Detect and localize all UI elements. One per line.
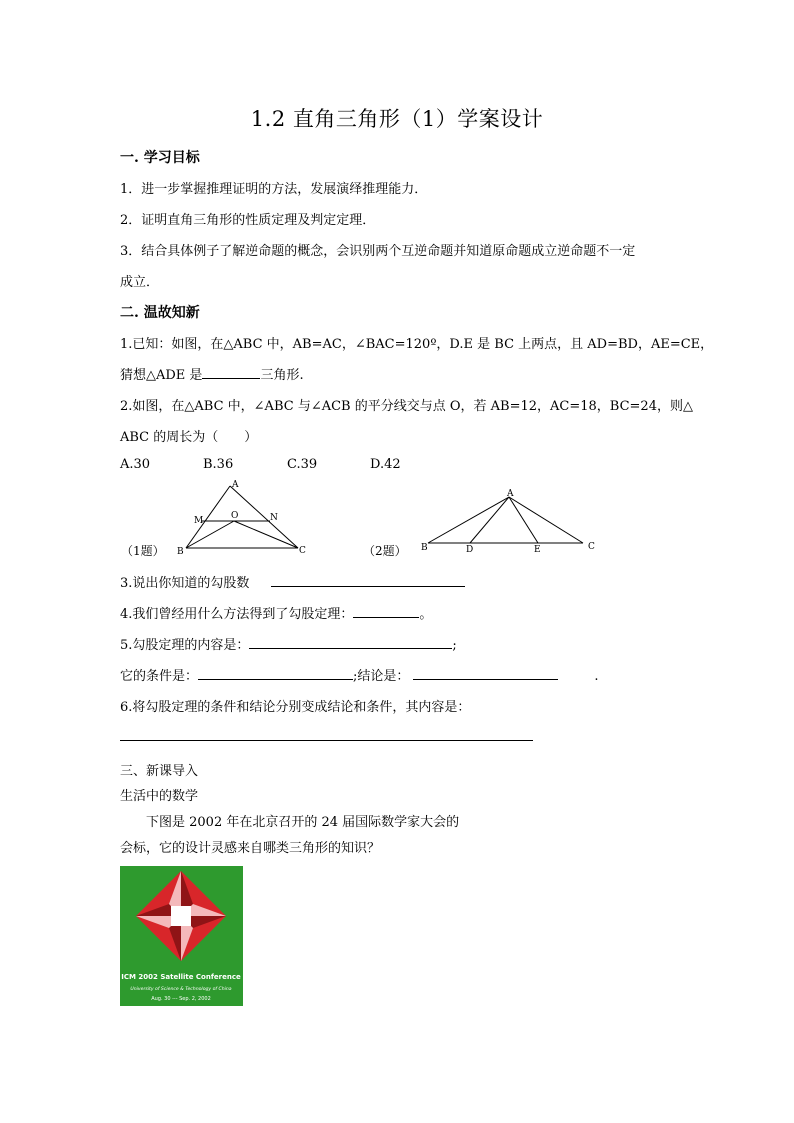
answer-blank[interactable] xyxy=(249,636,452,649)
icm-2002-logo xyxy=(120,866,243,1006)
question-5 xyxy=(120,634,457,653)
figure-2-caption: （2题） xyxy=(363,544,407,558)
option-a: A.30 xyxy=(120,457,151,472)
question-5-text-end: ; xyxy=(452,638,457,653)
fig1-label-m: M xyxy=(194,516,204,526)
question-3 xyxy=(120,572,465,591)
page-title: 1.2 直角三角形（1）学案设计 xyxy=(250,107,544,131)
objective-item: 3．结合具体例子了解逆命题的概念，会识别两个互逆命题并知道原命题成立逆命题不一定 xyxy=(120,244,636,259)
question-3-text: 3.说出你知道的勾股数 xyxy=(120,576,250,591)
logo-center-square xyxy=(171,906,191,926)
question-6: 6.将勾股定理的条件和结论分别变成结论和条件，其内容是： xyxy=(120,700,471,715)
segment-ab xyxy=(186,486,230,548)
paragraph-line: 会标，它的设计灵感来自哪类三角形的知识？ xyxy=(120,841,381,856)
logo-text-line3: Aug. 30 --- Sep. 2, 2002 xyxy=(151,996,211,1002)
question-4-text-end: 。 xyxy=(419,607,433,622)
option-c: C.39 xyxy=(287,457,318,472)
answer-blank[interactable] xyxy=(353,605,419,618)
objective-item: 成立． xyxy=(120,275,160,290)
section-heading-objectives: 一. 学习目标 xyxy=(120,150,200,166)
question-5-text: 5.勾股定理的内容是： xyxy=(120,638,250,653)
paragraph-line: 下图是 2002 年在北京召开的 24 届国际数学家大会的 xyxy=(146,815,460,830)
fig1-label-o: O xyxy=(231,511,239,521)
period: . xyxy=(594,669,599,684)
section-heading-review: 二. 温故知新 xyxy=(120,305,200,321)
question-5-condition xyxy=(120,665,599,684)
segment-co xyxy=(234,521,298,548)
figure-1-diagram xyxy=(110,476,320,566)
logo-text-line1: ICM 2002 Satellite Conference xyxy=(121,973,241,981)
condition-blank[interactable] xyxy=(198,667,353,680)
objective-item: 1．进一步掌握推理证明的方法，发展演绎推理能力． xyxy=(120,182,428,197)
section-heading-new-lesson: 三、新课导入 xyxy=(120,764,199,779)
segment-ae xyxy=(509,497,538,543)
figure-1-caption: （1题） xyxy=(121,544,165,558)
segment-ac xyxy=(230,486,298,548)
condition-label: 它的条件是： xyxy=(120,669,199,684)
segment-ab xyxy=(428,497,509,543)
conclusion-blank[interactable] xyxy=(413,667,558,680)
answer-line[interactable] xyxy=(120,740,533,741)
fig1-label-a: A xyxy=(232,480,239,490)
question-2-line2: ABC 的周长为（ ） xyxy=(120,430,258,445)
fig2-label-c: C xyxy=(588,542,595,552)
question-1-text-end: 三角形. xyxy=(260,368,304,383)
fig1-label-b: B xyxy=(177,547,184,557)
logo-text-line2: University of Science & Technology of China xyxy=(130,987,232,992)
fig2-label-d: D xyxy=(466,545,474,555)
fig2-label-b: B xyxy=(421,543,428,553)
question-2-line1: 2.如图，在△ABC 中，∠ABC 与∠ACB 的平分线交与点 O，若 AB=12，AC=18，BC=24，则△ xyxy=(120,399,693,414)
question-1-line2 xyxy=(120,364,304,383)
logo-image xyxy=(120,866,243,1006)
fig2-label-a: A xyxy=(507,489,514,499)
answer-blank[interactable] xyxy=(271,574,465,587)
question-1-line1: 1.已知：如图，在△ABC 中，AB=AC，∠BAC=120º，D.E 是 BC 上两点，且 AD=BD，AE=CE， xyxy=(120,337,714,352)
segment-ad xyxy=(470,497,509,543)
option-b: B.36 xyxy=(203,457,234,472)
question-4-text: 4.我们曾经用什么方法得到了勾股定理： xyxy=(120,607,354,622)
segment-ac xyxy=(509,497,583,543)
answer-blank[interactable] xyxy=(202,366,260,379)
fig1-label-n: N xyxy=(270,513,278,523)
objective-item: 2．证明直角三角形的性质定理及判定定理． xyxy=(120,213,376,228)
conclusion-label: ;结论是： xyxy=(353,669,410,684)
fig1-label-c: C xyxy=(299,546,306,556)
fig2-label-e: E xyxy=(534,545,541,555)
option-d: D.42 xyxy=(370,457,401,472)
figure-2-diagram xyxy=(350,484,610,564)
subheading-math-in-life: 生活中的数学 xyxy=(120,789,199,804)
question-1-text: 猜想△ADE 是 xyxy=(120,368,203,383)
question-4 xyxy=(120,603,432,622)
